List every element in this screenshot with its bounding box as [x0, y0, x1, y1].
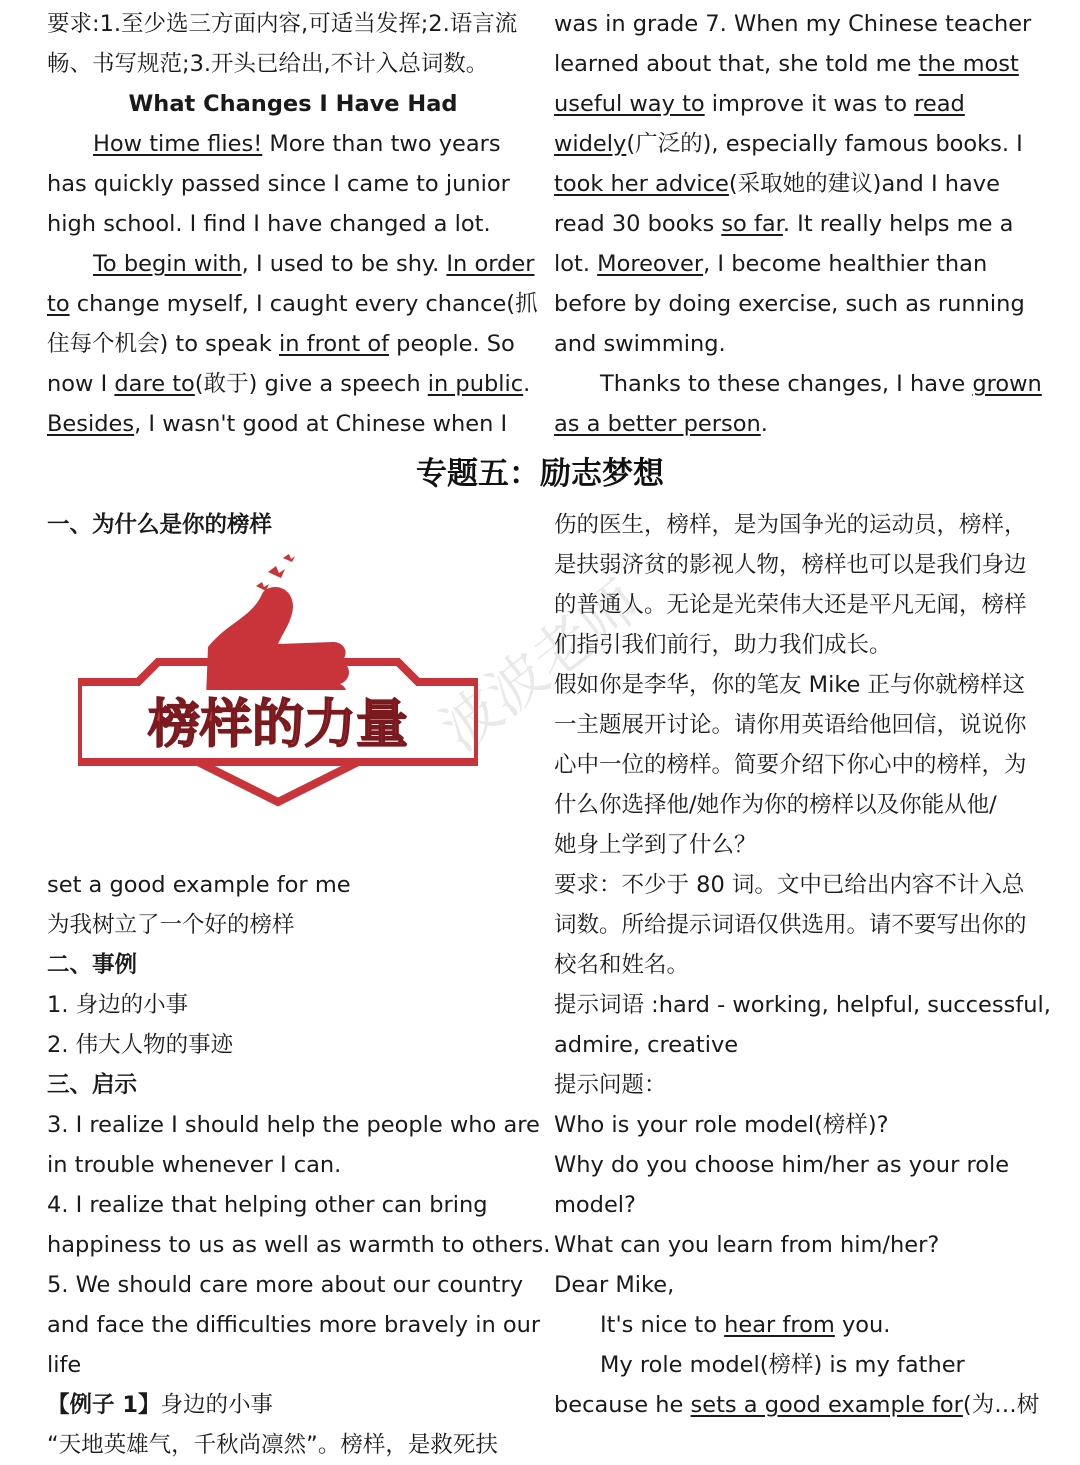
text-span: now I: [47, 371, 115, 397]
underlined-phrase: hear from: [724, 1312, 835, 1338]
text-line: [554, 1065, 1046, 1105]
text-line: [554, 705, 1046, 745]
essay-left-column: [47, 4, 539, 444]
underlined-phrase: useful way to: [554, 91, 705, 117]
underlined-phrase: grown: [972, 371, 1042, 397]
underlined-phrase: in front of: [279, 331, 390, 357]
text-line: [47, 1185, 539, 1225]
text-line: [47, 284, 539, 324]
text-span: 三、启示: [47, 1072, 138, 1098]
underlined-phrase: sets a good example for: [690, 1392, 963, 1418]
text-span: improve it was to: [704, 91, 915, 117]
text-span: set a good example for me: [47, 872, 351, 898]
text-span: Thanks to these changes, I have: [600, 371, 973, 397]
text-span: Why do you choose him/her as your role: [554, 1152, 1010, 1178]
text-span: model?: [554, 1192, 637, 1218]
text-span: “天地英雄气，千秋尚凛然”。榜样，是救死扶: [47, 1432, 498, 1458]
underlined-phrase: the most: [918, 51, 1019, 77]
text-line: [47, 404, 539, 444]
text-span: because he: [554, 1392, 691, 1418]
banner-text: 榜样的力量: [147, 695, 409, 755]
text-line: [554, 4, 1046, 44]
underlined-phrase: read: [914, 91, 965, 117]
text-span: 什么你选择他/她作为你的榜样以及你能从他/: [554, 792, 997, 818]
text-line: [554, 1025, 1046, 1065]
text-line: [554, 1265, 1046, 1305]
text-span: 是扶弱济贫的影视人物，榜样也可以是我们身边: [554, 552, 1027, 578]
text-span: has quickly passed since I came to junior: [47, 171, 510, 197]
underlined-phrase: took her advice: [554, 171, 729, 197]
text-span: happiness to us as well as warmth to others.: [47, 1232, 551, 1258]
text-line: [554, 204, 1046, 244]
text-span: 要求：不少于 80 词。文中已给出内容不计入总: [554, 872, 1025, 898]
text-span: (敢于) give a speech: [194, 371, 428, 397]
text-span: 一主题展开讨论。请你用英语给他回信，说说你: [554, 712, 1027, 738]
text-line: [554, 244, 1046, 284]
text-span: , I used to be shy.: [241, 251, 447, 277]
underlined-phrase: Besides: [47, 411, 135, 437]
underlined-phrase: How time flies!: [93, 131, 263, 157]
text-span: 词数。所给提示词语仅供选用。请不要写出你的: [554, 912, 1027, 938]
text-line: [554, 825, 1046, 865]
text-line: [554, 404, 1046, 444]
underlined-phrase: dare to: [114, 371, 195, 397]
essay-right-lines: [554, 4, 1046, 444]
text-line: [554, 324, 1046, 364]
text-line: [554, 945, 1046, 985]
text-line: [47, 945, 539, 985]
text-line: [47, 244, 539, 284]
prompt-lines: [554, 505, 1051, 1425]
text-line: [47, 1025, 539, 1065]
text-span: change myself, I caught every chance(抓: [69, 291, 538, 317]
text-line: [47, 865, 539, 905]
text-line: [554, 1185, 1046, 1225]
text-span: (广泛的), especially famous books. I: [626, 131, 1023, 157]
underlined-phrase: as a better person: [554, 411, 761, 437]
underlined-phrase: so far: [721, 211, 783, 237]
text-line: [47, 1065, 539, 1105]
text-span: lot.: [554, 251, 598, 277]
text-line: [47, 1145, 539, 1185]
text-span: .: [760, 411, 768, 437]
requirement-line: 要求:1.至少选三方面内容,可适当发挥;2.语言流: [47, 11, 518, 37]
watermark: 波波老师: [428, 567, 653, 764]
text-line: [554, 44, 1046, 84]
text-span: 身边的小事: [160, 1392, 274, 1418]
section-title: 专题五：励志梦想: [416, 456, 664, 492]
text-line: [554, 865, 1046, 905]
text-span: . It really helps me a: [782, 211, 1014, 237]
text-line: [47, 204, 539, 244]
underlined-phrase: widely: [554, 131, 627, 157]
text-span: and face the difficulties more bravely in our: [47, 1312, 541, 1338]
text-span: 【例子 1】: [47, 1392, 161, 1418]
text-line: [47, 1345, 539, 1385]
requirement-line: 畅、书写规范;3.开头已给出,不计入总词数。: [47, 51, 489, 77]
text-span: Who is your role model(榜样)?: [554, 1112, 889, 1138]
text-span: life: [47, 1352, 82, 1378]
outline-heading-group: [47, 505, 539, 545]
text-line: [554, 545, 1046, 585]
text-line: [554, 1105, 1046, 1145]
text-line: [47, 1425, 539, 1465]
text-line: [554, 1145, 1046, 1185]
text-span: people. So: [389, 331, 515, 357]
outline-lines: [47, 865, 551, 1465]
text-line: [47, 1305, 539, 1345]
text-span: , I wasn't good at Chinese when I: [134, 411, 508, 437]
text-line: [47, 1265, 539, 1305]
text-span: in trouble whenever I can.: [47, 1152, 342, 1178]
underlined-phrase: in public: [427, 371, 524, 397]
text-span: 一、为什么是你的榜样: [47, 512, 273, 538]
text-line: [554, 1305, 1046, 1345]
text-line: [47, 985, 539, 1025]
text-line: [554, 164, 1046, 204]
text-span: you.: [834, 1312, 891, 1338]
text-span: 校名和姓名。: [554, 952, 690, 978]
text-line: [47, 1225, 551, 1265]
text-span: admire, creative: [554, 1032, 739, 1058]
text-span: learned about that, she told me: [554, 51, 919, 77]
text-line: [554, 745, 1046, 785]
thumbs-up-banner-icon: [78, 552, 478, 812]
text-span: 的普通人。无论是光荣伟大还是平凡无闻，榜样: [554, 592, 1027, 618]
text-line: [554, 1345, 1046, 1385]
text-span: and swimming.: [554, 331, 726, 357]
prompt-column: [554, 505, 1051, 1425]
text-span: 5. We should care more about our country: [47, 1272, 524, 1298]
text-span: My role model(榜样) is my father: [600, 1352, 965, 1378]
essay-title: What Changes I Have Had: [128, 91, 458, 117]
text-line: [47, 905, 539, 945]
role-model-banner: [78, 552, 478, 812]
text-span: was in grade 7. When my Chinese teacher: [554, 11, 1032, 37]
text-line: [554, 1385, 1046, 1425]
text-line: [47, 364, 539, 404]
underlined-phrase: To begin with: [93, 251, 242, 277]
text-line: [47, 164, 539, 204]
text-line: [554, 364, 1046, 404]
text-line: [554, 785, 1046, 825]
text-span: (为…树: [962, 1392, 1040, 1418]
text-line: [554, 665, 1046, 705]
text-span: More than two years: [262, 131, 501, 157]
text-span: 住每个机会) to speak: [47, 331, 279, 357]
text-span: read 30 books: [554, 211, 722, 237]
text-span: 4. I realize that helping other can bring: [47, 1192, 488, 1218]
text-span: 她身上学到了什么？: [554, 832, 757, 858]
underlined-phrase: In order: [446, 251, 535, 277]
text-line: [554, 124, 1046, 164]
text-span: 二、事例: [47, 952, 138, 978]
text-line: [554, 625, 1046, 665]
text-span: 1. 身边的小事: [47, 992, 189, 1018]
text-line: [554, 1225, 1046, 1265]
text-line: [554, 985, 1051, 1025]
text-span: 假如你是李华，你的笔友 Mike 正与你就榜样这: [554, 672, 1026, 698]
text-span: 2. 伟大人物的事迹: [47, 1032, 234, 1058]
text-span: (采取她的建议)and I have: [728, 171, 1000, 197]
text-span: 为我树立了一个好的榜样: [47, 912, 295, 938]
text-line: [47, 1385, 539, 1425]
text-line: [554, 905, 1046, 945]
text-line: [47, 324, 539, 364]
essay-left-lines: [47, 124, 539, 444]
text-line: [554, 585, 1046, 625]
text-line: [47, 505, 539, 545]
text-line: [554, 505, 1046, 545]
text-span: 伤的医生，榜样，是为国争光的运动员，榜样，: [554, 512, 1027, 538]
text-span: high school. I find I have changed a lot.: [47, 211, 491, 237]
text-line: [47, 1105, 539, 1145]
text-span: .: [523, 371, 531, 397]
text-span: before by doing exercise, such as running: [554, 291, 1025, 317]
text-line: [554, 284, 1046, 324]
essay-right-column: [554, 4, 1046, 444]
text-span: Dear Mike,: [554, 1272, 675, 1298]
text-span: 心中一位的榜样。简要介绍下你心中的榜样，为: [554, 752, 1027, 778]
text-span: What can you learn from him/her?: [554, 1232, 940, 1258]
text-span: 提示问题：: [554, 1072, 667, 1098]
text-span: 3. I realize I should help the people who are: [47, 1112, 540, 1138]
underlined-phrase: Moreover: [597, 251, 704, 277]
text-span: 提示词语 :hard - working, helpful, successful,: [554, 992, 1051, 1018]
text-line: [554, 84, 1046, 124]
text-span: , I become healthier than: [703, 251, 988, 277]
text-line: [47, 124, 539, 164]
text-span: It's nice to: [600, 1312, 725, 1338]
text-span: 们指引我们前行，助力我们成长。: [554, 632, 892, 658]
underlined-phrase: to: [47, 291, 70, 317]
